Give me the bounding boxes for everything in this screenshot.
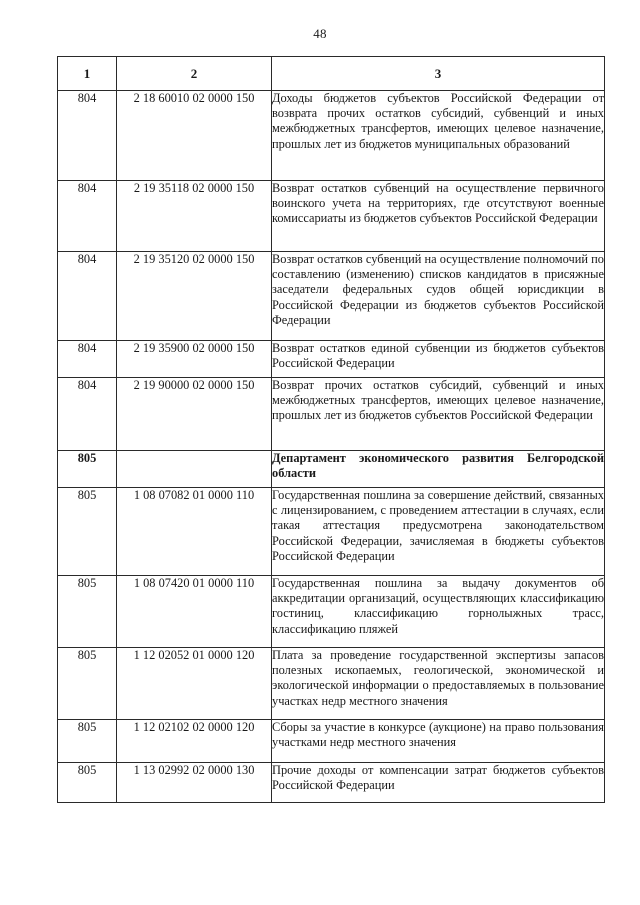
table-row (58, 378, 605, 451)
budget-classification-code: 2 19 35118 02 0000 150 (117, 181, 272, 252)
table-row (58, 181, 605, 252)
budget-classification-code: 2 19 90000 02 0000 150 (117, 378, 272, 451)
admin-code: 805 (58, 451, 117, 488)
header-col-2: 2 (117, 57, 272, 91)
revenue-name: Прочие доходы от компенсации затрат бюджетов субъектов Российской Федерации (272, 763, 605, 803)
table-header-row (58, 57, 605, 91)
admin-code: 804 (58, 181, 117, 252)
admin-code: 804 (58, 91, 117, 181)
revenue-name: Государственная пошлина за совершение действий, связанных с лицензированием, с проведением аттестации в случаях, если такая аттестация предусмотрена законодательством Российской Федерации, зачисляемая в бюджеты субъектов Российской Федерации (272, 488, 605, 576)
header-col-1: 1 (58, 57, 117, 91)
admin-code: 805 (58, 720, 117, 763)
budget-classification-code: 1 13 02992 02 0000 130 (117, 763, 272, 803)
revenue-name: Возврат остатков единой субвенции из бюджетов субъектов Российской Федерации (272, 341, 605, 378)
table-row (58, 488, 605, 576)
admin-code: 805 (58, 763, 117, 803)
table-row (58, 576, 605, 648)
revenue-name: Сборы за участие в конкурсе (аукционе) на право пользования участками недр местного значения (272, 720, 605, 763)
table-row (58, 341, 605, 378)
budget-classification-code: 1 12 02102 02 0000 120 (117, 720, 272, 763)
budget-classification-code (117, 451, 272, 488)
revenue-name: Возврат прочих остатков субсидий, субвенций и иных межбюджетных трансфертов, имеющих целевое назначение, прошлых лет из бюджетов субъектов Российской Федерации (272, 378, 605, 451)
table-row (58, 720, 605, 763)
table-row (58, 763, 605, 803)
admin-code: 804 (58, 341, 117, 378)
table-row (58, 91, 605, 181)
admin-code: 804 (58, 252, 117, 341)
table-row (58, 252, 605, 341)
section-header-row (58, 451, 605, 488)
revenue-name: Возврат остатков субвенций на осуществление первичного воинского учета на территориях, где отсутствуют военные комиссариаты из бюджетов субъектов Российской Федерации (272, 181, 605, 252)
admin-code: 805 (58, 488, 117, 576)
income-codes-table (57, 56, 605, 803)
admin-code: 805 (58, 576, 117, 648)
budget-classification-code: 1 12 02052 01 0000 120 (117, 648, 272, 720)
revenue-name: Доходы бюджетов субъектов Российской Федерации от возврата прочих остатков субсидий, субвенций и иных межбюджетных трансфертов, имеющих целевое назначение, прошлых лет из бюджетов муниципальных образований (272, 91, 605, 181)
budget-classification-code: 2 18 60010 02 0000 150 (117, 91, 272, 181)
page-number: 48 (313, 26, 327, 41)
header-col-3: 3 (272, 57, 605, 91)
revenue-name: Возврат остатков субвенций на осуществление полномочий по составлению (изменению) списков кандидатов в присяжные заседатели федеральных судов общей юрисдикции в Российской Федерации из бюджетов субъектов Российской Федерации (272, 252, 605, 341)
budget-classification-code: 1 08 07420 01 0000 110 (117, 576, 272, 648)
budget-classification-code: 2 19 35900 02 0000 150 (117, 341, 272, 378)
admin-code: 804 (58, 378, 117, 451)
revenue-name: Государственная пошлина за выдачу документов об аккредитации организаций, осуществляющих классификацию гостиниц, классификацию горнолыжных трасс, классификацию пляжей (272, 576, 605, 648)
budget-classification-code: 2 19 35120 02 0000 150 (117, 252, 272, 341)
table-row (58, 648, 605, 720)
department-name: Департамент экономического развития Белгородской области (272, 451, 605, 488)
revenue-name: Плата за проведение государственной экспертизы запасов полезных ископаемых, геологической, экономической и экологической информации о предоставляемых в пользование участках недр местного значения (272, 648, 605, 720)
budget-classification-code: 1 08 07082 01 0000 110 (117, 488, 272, 576)
admin-code: 805 (58, 648, 117, 720)
